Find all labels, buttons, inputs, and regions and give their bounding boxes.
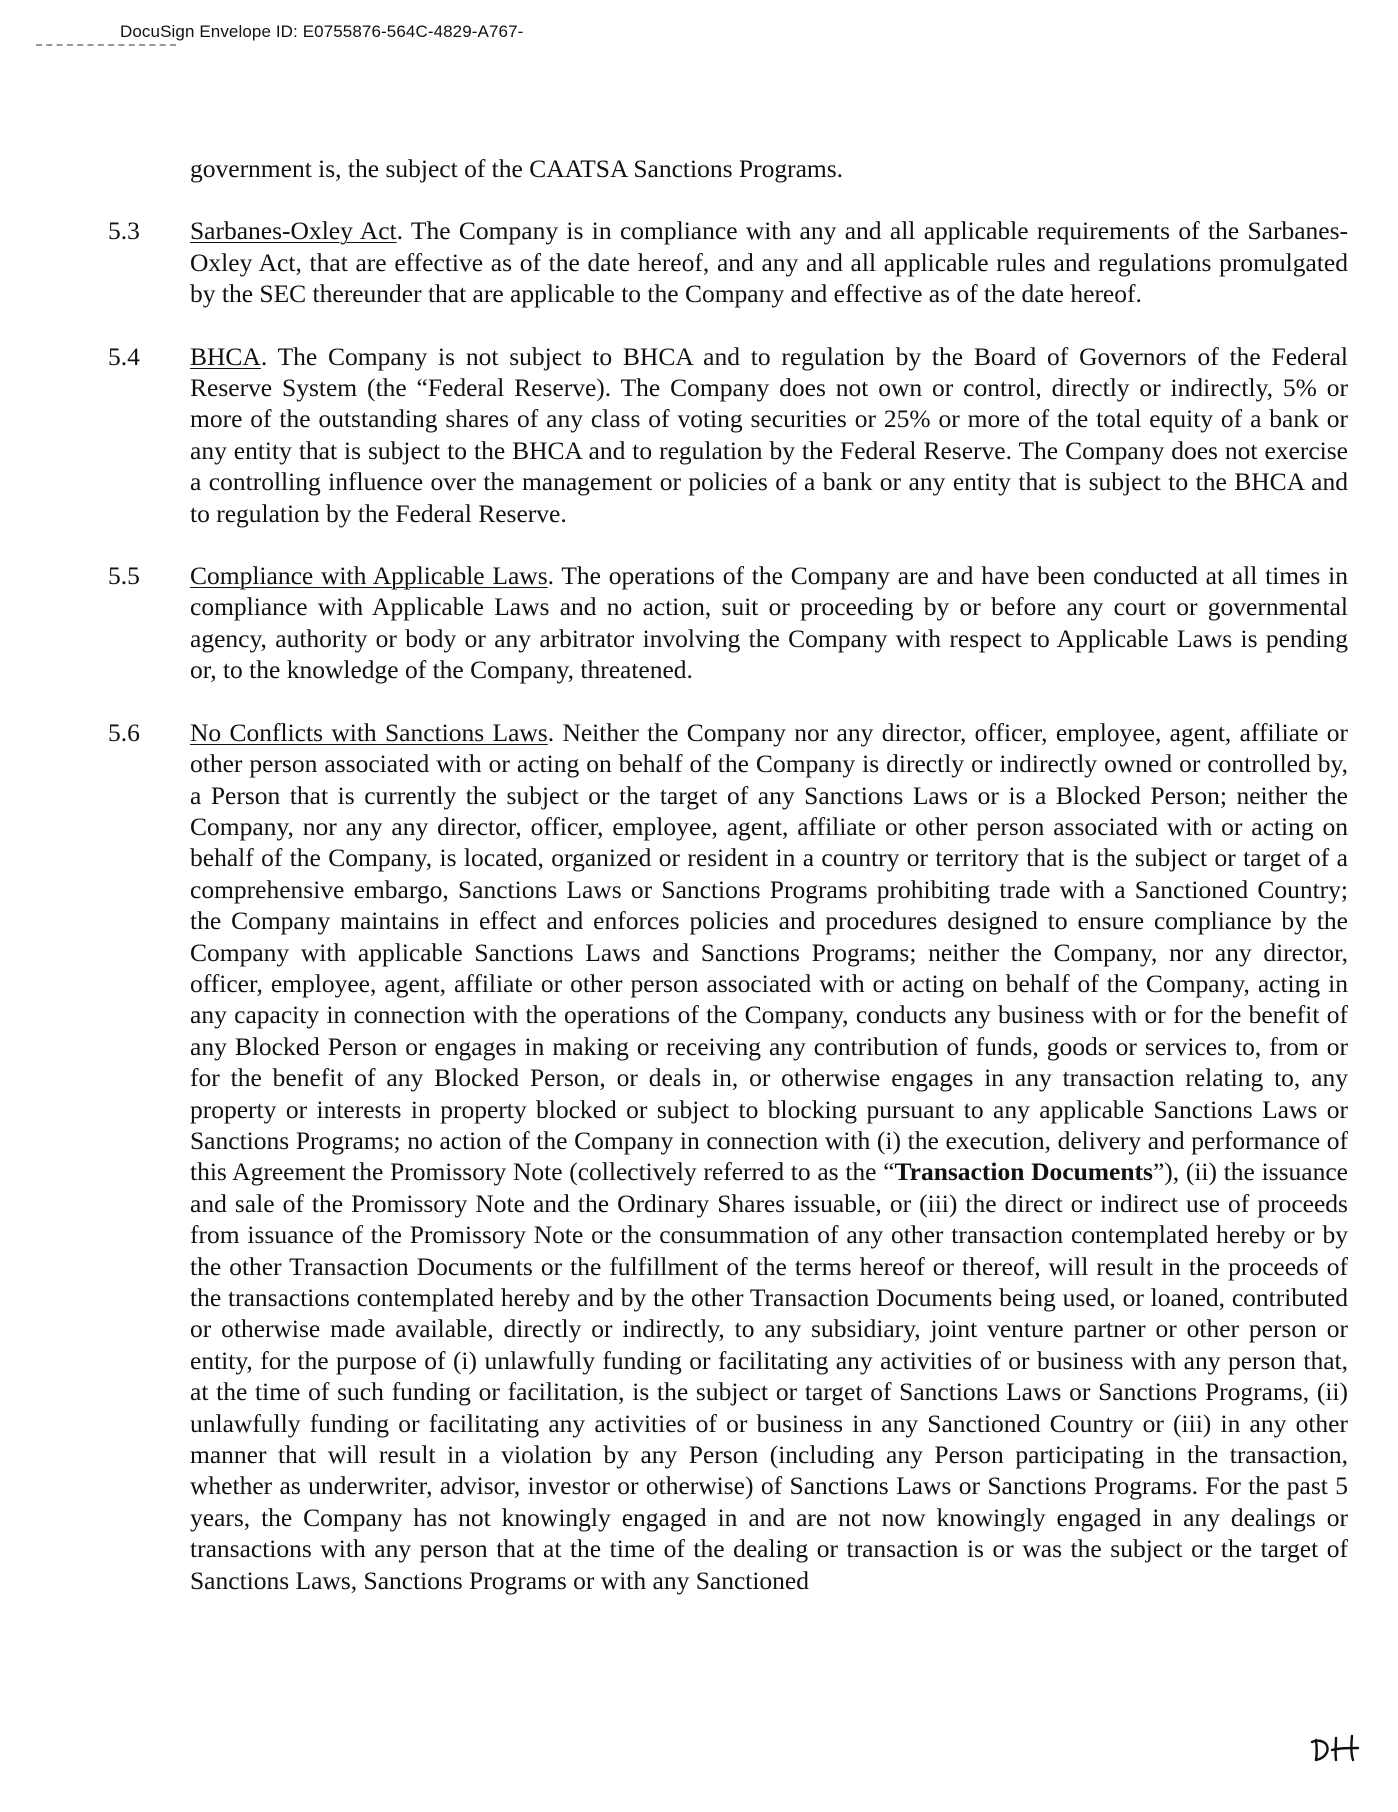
section-text-after: ”), (ii) the issuance and sale of the Promissory Note and the Ordinary Shares issuable, or (iii) the direct or indirect use of proceeds from issuance of the Promissory Note or the consummation of any other transaction contemplated hereby or by the other Transaction Documents or the fulfillment of the terms hereof or thereof, will result in the proceeds of the transactions contemplated hereby and by the other Transaction Documents being used, or loaned, contributed or otherwise made available, directly or indirectly, to any subsidiary, joint venture partner or other person or entity, for the purpose of (i) unlawfully funding or facilitating any activities of or business with any person that, at the time of such funding or facilitation, is the subject or target of Sanctions Laws or Sanctions Programs, (ii) unlawfully funding or facilitating any activities of or business in any Sanctioned Country or (iii) in any other manner that will result in a violation by any Person (including any Person participating in the transaction, whether as underwriter, advisor, investor or otherwise) of Sanctions Laws or Sanctions Programs. For the past 5 years, the Company has not knowingly engaged in and are not now knowingly engaged in any dealings or transactions with any person that at the time of the dealing or transaction is or was the subject or the target of Sanctions Laws, Sanctions Programs or with any Sanctioned	[190, 1157, 1348, 1595]
section-5-6	[108, 717, 1348, 1596]
section-body	[190, 215, 1348, 309]
section-5-3	[108, 215, 1348, 309]
section-number: 5.4	[108, 341, 140, 371]
section-heading: No Conflicts with Sanctions Laws	[190, 717, 548, 747]
defined-term: Transaction Documents	[894, 1157, 1153, 1187]
document-body	[108, 153, 1348, 1596]
handwritten-initials	[1306, 1728, 1362, 1768]
section-heading: BHCA	[190, 341, 261, 371]
section-heading: Sarbanes-Oxley Act	[190, 216, 397, 246]
section-number: 5.3	[108, 216, 140, 246]
section-text: . The Company is not subject to BHCA and to regulation by the Board of Governors of the Federal Reserve System (the “Federal Reserve). The Company does not own or control, directly or indirectly, 5% or more of the outstanding shares of any class of voting securities or 25% or more of the total equity of a bank or any entity that is subject to the BHCA and to regulation by the Federal Reserve. The Company does not exercise a controlling influence over the management or policies of a bank or any entity that is subject to the BHCA and to regulation by the Federal Reserve.	[190, 341, 1348, 528]
section-text: . The Company is in compliance with any and all applicable requirements of the Sarbanes-Oxley Act, that are effective as of the date hereof, and any and all applicable rules and regulations promulgated by the SEC thereunder that are applicable to the Company and effective as of the date hereof.	[190, 216, 1348, 309]
header-dashes	[36, 44, 176, 50]
continuation-text: government is, the subject of the CAATSA Sanctions Programs.	[190, 154, 844, 183]
docusign-envelope-id: DocuSign Envelope ID: E0755876-564C-4829-A767-	[120, 22, 524, 41]
section-text-before: . Neither the Company nor any director, officer, employee, agent, affiliate or other person associated with or acting on behalf of the Company is directly or indirectly owned or controlled by, a Person that is currently the subject or the target of any Sanctions Laws or is a Blocked Person; neither the Company, nor any any director, officer, employee, agent, affiliate or other person associated with or acting on behalf of the Company, is located, organized or resident in a country or territory that is the subject or target of a comprehensive embargo, Sanctions Laws or Sanctions Programs prohibiting trade with a Sanctioned Country; the Company maintains in effect and enforces policies and procedures designed to ensure compliance by the Company with applicable Sanctions Laws and Sanctions Programs; neither the Company, nor any director, officer, employee, agent, affiliate or other person associated with or acting on behalf of the Company, acting in any capacity in connection with the operations of the Company, conducts any business with or for the benefit of any Blocked Person or engages in making or receiving any contribution of funds, goods or services to, from or for the benefit of any Blocked Person, or deals in, or otherwise engages in any transaction relating to, any property or interests in property blocked or subject to blocking pursuant to any applicable Sanctions Laws or Sanctions Programs; no action of the Company in connection with (i) the execution, delivery and performance of this Agreement the Promissory Note (collectively referred to as the “	[190, 717, 1348, 1187]
section-number: 5.5	[108, 561, 140, 591]
section-heading: Compliance with Applicable Laws	[190, 561, 548, 591]
section-body	[190, 717, 1348, 1596]
section-body	[190, 341, 1348, 529]
section-text: . The operations of the Company are and have been conducted at all times in compliance with Applicable Laws and no action, suit or proceeding by or before any court or governmental agency, authority or body or any arbitrator involving the Company with respect to Applicable Laws is pending or, to the knowledge of the Company, threatened.	[190, 561, 1348, 685]
section-body	[190, 560, 1348, 686]
section-5-4	[108, 341, 1348, 529]
section-number: 5.6	[108, 717, 140, 747]
section-5-5	[108, 560, 1348, 686]
